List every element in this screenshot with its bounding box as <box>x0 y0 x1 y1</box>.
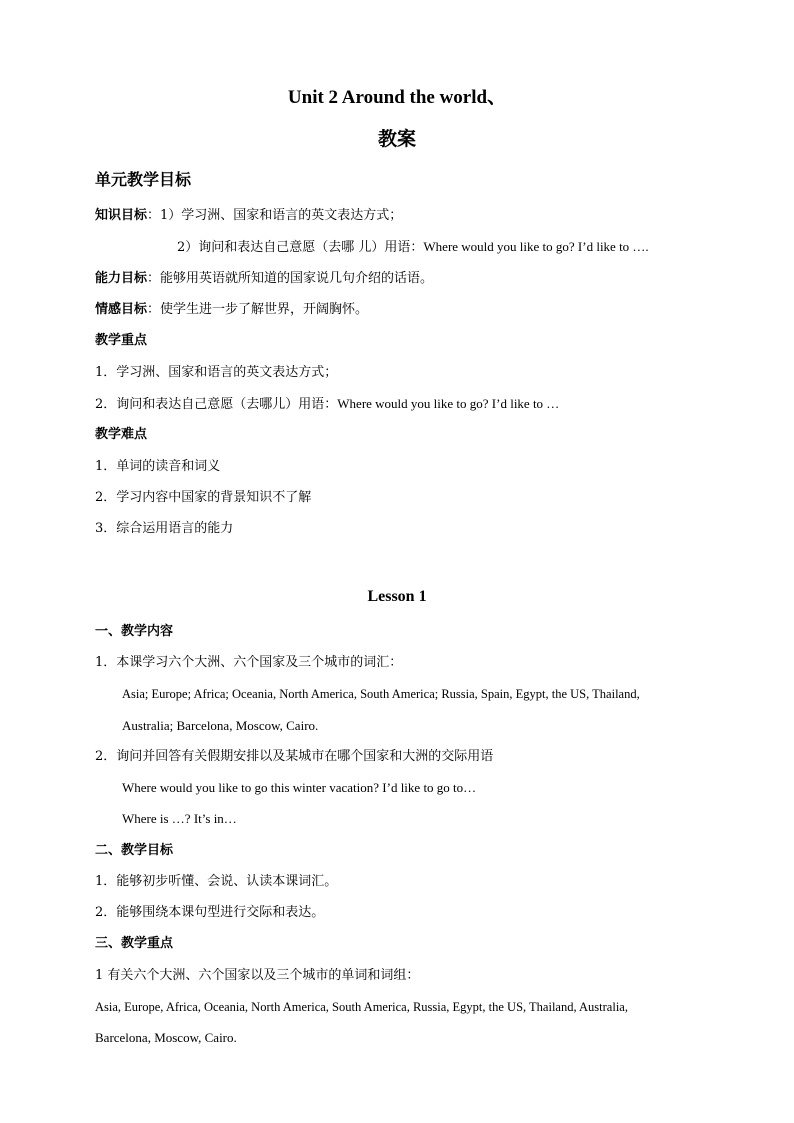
lesson-content-2: 2．询问并回答有关假期安排以及某城市在哪个国家和大洲的交际用语 <box>95 749 494 764</box>
ability-goal <box>95 270 433 288</box>
lesson-key-1: 1 有关六个大洲、六个国家以及三个城市的单词和词组： <box>95 968 420 983</box>
lesson-goals-heading: 二、教学目标 <box>95 843 174 858</box>
lesson-goal-2: 2．能够围绕本课句型进行交际和表达。 <box>95 905 325 920</box>
knowledge-goal-2-cn: 2）询问和表达自己意愿（去哪 儿）用语： <box>177 240 424 255</box>
difficulties-heading: 教学难点 <box>95 427 148 442</box>
lesson-content-1-words-b: Australia; Barcelona, Moscow, Cairo. <box>122 718 319 733</box>
difficulty-2: 2．学习内容中国家的背景知识不了解 <box>95 490 312 505</box>
knowledge-goal-text: ：1）学习洲、国家和语言的英文表达方式； <box>147 208 403 223</box>
knowledge-goal-2-en: Where would you like to go? I’d like to …. <box>423 239 649 254</box>
difficulty-1: 1．单词的读音和词义 <box>95 459 221 474</box>
lesson-goal-1: 1．能够初步听懂、会说、认读本课词汇。 <box>95 874 338 889</box>
knowledge-goal-1 <box>95 207 402 225</box>
knowledge-goal-2 <box>177 238 649 257</box>
lesson-key-1-words-b: Barcelona, Moscow, Cairo. <box>95 1030 237 1045</box>
key-point-2-cn: 2．询问和表达自己意愿（去哪儿）用语： <box>95 397 338 412</box>
lesson-content-2-en-a: Where would you like to go this winter vacation? I’d like to go to… <box>122 780 477 795</box>
page-title: Unit 2 Around the world、 <box>287 87 507 108</box>
key-point-2 <box>95 395 559 414</box>
lesson-content-2-en-b: Where is …? It’s in… <box>122 811 237 826</box>
lesson-key-1-words-a: Asia, Europe, Africa, Oceania, North America, South America, Russia, Egypt, the US, Thailand, Australia, <box>95 1000 628 1014</box>
knowledge-goal-label: 知识目标 <box>95 208 148 223</box>
emotion-goal <box>95 301 368 319</box>
lesson-content-1: 1．本课学习六个大洲、六个国家及三个城市的词汇： <box>95 655 403 670</box>
emotion-goal-label: 情感目标 <box>95 302 148 317</box>
lesson-content-1-words-a: Asia; Europe; Africa; Oceania, North America, South America; Russia, Spain, Egypt, the US, Thailand, <box>122 687 640 701</box>
ability-goal-label: 能力目标 <box>95 271 148 286</box>
key-point-1: 1．学习洲、国家和语言的英文表达方式； <box>95 365 338 380</box>
lesson-content-heading: 一、教学内容 <box>95 624 174 639</box>
difficulty-3: 3．综合运用语言的能力 <box>95 521 234 536</box>
key-points-heading: 教学重点 <box>95 333 148 348</box>
unit-goals-heading: 单元教学目标 <box>95 170 192 189</box>
key-point-2-en: Where would you like to go? I’d like to … <box>337 396 560 411</box>
ability-goal-text: ：能够用英语就所知道的国家说几句介绍的话语。 <box>147 271 434 286</box>
lesson-key-heading: 三、教学重点 <box>95 936 174 951</box>
lesson-title: Lesson 1 <box>367 588 427 605</box>
page-subtitle: 教案 <box>377 128 416 150</box>
emotion-goal-text: ：使学生进一步了解世界，开阔胸怀。 <box>147 302 369 317</box>
